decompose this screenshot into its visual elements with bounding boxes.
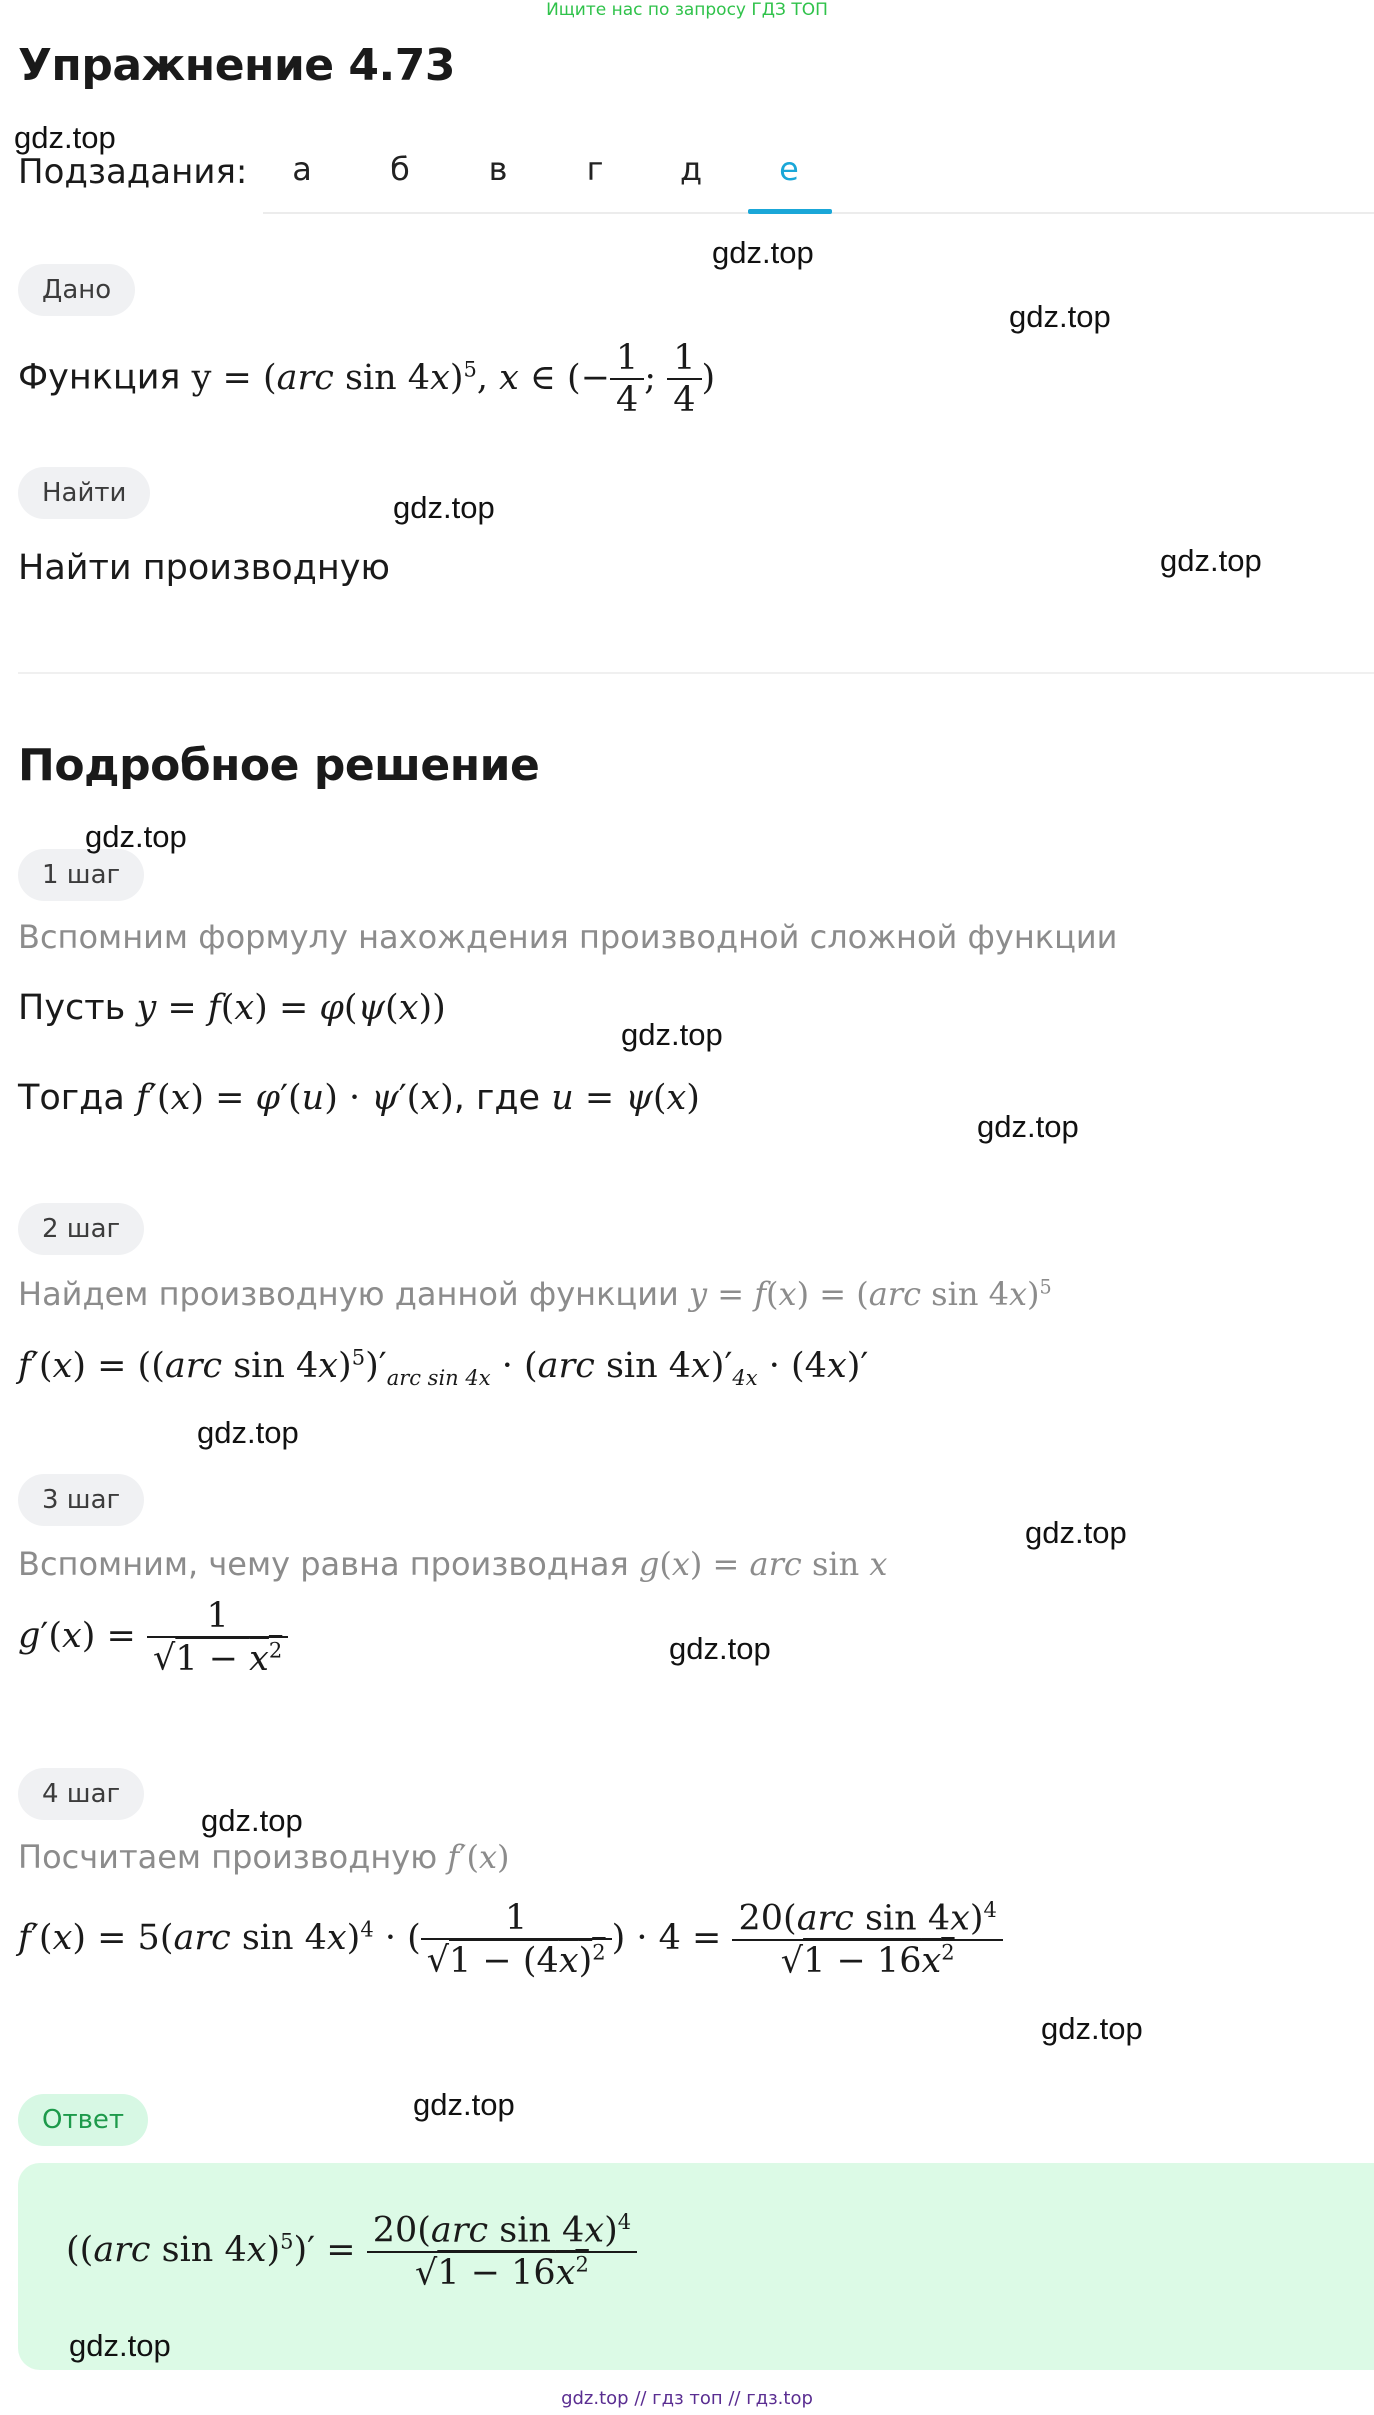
- watermark: gdz.top: [712, 235, 814, 270]
- tab-b[interactable]: б: [390, 150, 410, 188]
- watermark: gdz.top: [393, 490, 495, 525]
- step2-hint-formula: y = f(x) = (arc sin 4x)$^5$: [688, 1275, 1052, 1313]
- watermark: gdz.top: [1025, 1515, 1127, 1550]
- tab-a[interactable]: а: [292, 150, 312, 188]
- given-badge: Дано: [18, 264, 135, 316]
- watermark: gdz.top: [201, 1803, 303, 1838]
- step1-line2: [18, 1078, 700, 1118]
- step1-line2-prefix: Тогда: [18, 1078, 125, 1118]
- step4-formula: f′(x) = 5(arc sin 4x)$^4$ · ( $\frac{1}{√1 - (4x)^2}$ ) · 4 = $\frac{20(arc \sin 4x)^4}{√1 - 16x^2}$: [18, 1898, 1003, 1981]
- step3-hint: [18, 1545, 887, 1583]
- watermark: gdz.top: [977, 1109, 1079, 1144]
- step4-badge: 4 шаг: [18, 1768, 144, 1820]
- step2-hint-text: Найдем производную данной функции: [18, 1275, 679, 1313]
- step2-badge: 2 шаг: [18, 1203, 144, 1255]
- watermark: gdz.top: [1041, 2011, 1143, 2046]
- watermark: gdz.top: [621, 1017, 723, 1052]
- watermark: gdz.top: [69, 2328, 171, 2363]
- answer-formula: ((arc sin 4x)$^5$)′ = $\frac{20(arc \sin 4x)^4}{√1 - 16x^2}$: [66, 2210, 637, 2293]
- step3-hint-formula: g(x) = arc sin x: [638, 1545, 888, 1583]
- footer-links: gdz.top // гдз топ // гдз.top: [561, 2388, 813, 2409]
- page-title: Упражнение 4.73: [18, 40, 455, 91]
- step1-line2-mid: , где: [453, 1078, 541, 1118]
- step1-line2-formula-a: f′(x) = φ′(u) · ψ′(x): [135, 1078, 454, 1118]
- step1-line1: [18, 988, 446, 1028]
- step2-formula: f′(x) = ((arc $\sin 4x)^5)'_{arc sin 4x} \cdot (arc$ $\sin 4x)'_{4x} \cdot (4x)'$: [18, 1345, 869, 1390]
- step3-formula: g′(x) = $\frac{1}{√1 - x^2}$: [18, 1596, 288, 1679]
- watermark: gdz.top: [14, 120, 116, 155]
- section-divider: [18, 672, 1374, 674]
- tab-v[interactable]: в: [488, 150, 508, 188]
- find-text: Найти производную: [18, 548, 390, 588]
- tab-d[interactable]: д: [679, 150, 703, 188]
- watermark: gdz.top: [669, 1631, 771, 1666]
- watermark: gdz.top: [1009, 299, 1111, 334]
- top-banner: Ищите нас по запросу ГДЗ ТОП: [546, 0, 828, 20]
- watermark: gdz.top: [85, 819, 187, 854]
- step1-line1-formula: y = f(x) = φ(ψ(x)): [136, 988, 446, 1028]
- step4-hint: [18, 1838, 509, 1876]
- step3-hint-text: Вспомним, чему равна производная: [18, 1545, 629, 1583]
- step2-hint: [18, 1275, 1052, 1313]
- step1-badge: 1 шаг: [18, 849, 144, 901]
- active-tab-indicator: [748, 209, 832, 214]
- tab-e[interactable]: е: [779, 150, 799, 188]
- step4-hint-formula: f′(x): [447, 1838, 510, 1876]
- step1-line1-prefix: Пусть: [18, 988, 126, 1028]
- subtasks-label: Подзадания:: [18, 152, 248, 192]
- watermark: gdz.top: [197, 1415, 299, 1450]
- step4-hint-text: Посчитаем производную: [18, 1838, 438, 1876]
- step1-hint: Вспомним формулу нахождения производной сложной функции: [18, 918, 1118, 956]
- given-formula: y = (arc sin 4x)$^5$, x ∈ (− $\frac{1}{4}$ ; $\frac{1}{4}$ ): [191, 338, 716, 420]
- given-line: [18, 338, 715, 420]
- step3-badge: 3 шаг: [18, 1474, 144, 1526]
- solution-heading: Подробное решение: [18, 740, 540, 791]
- find-badge: Найти: [18, 467, 150, 519]
- tab-g[interactable]: г: [586, 150, 604, 188]
- watermark: gdz.top: [1160, 543, 1262, 578]
- step1-line2-formula-b: u = ψ(x): [551, 1078, 700, 1118]
- watermark: gdz.top: [413, 2087, 515, 2122]
- answer-badge: Ответ: [18, 2094, 148, 2146]
- given-prefix: Функция: [18, 357, 181, 398]
